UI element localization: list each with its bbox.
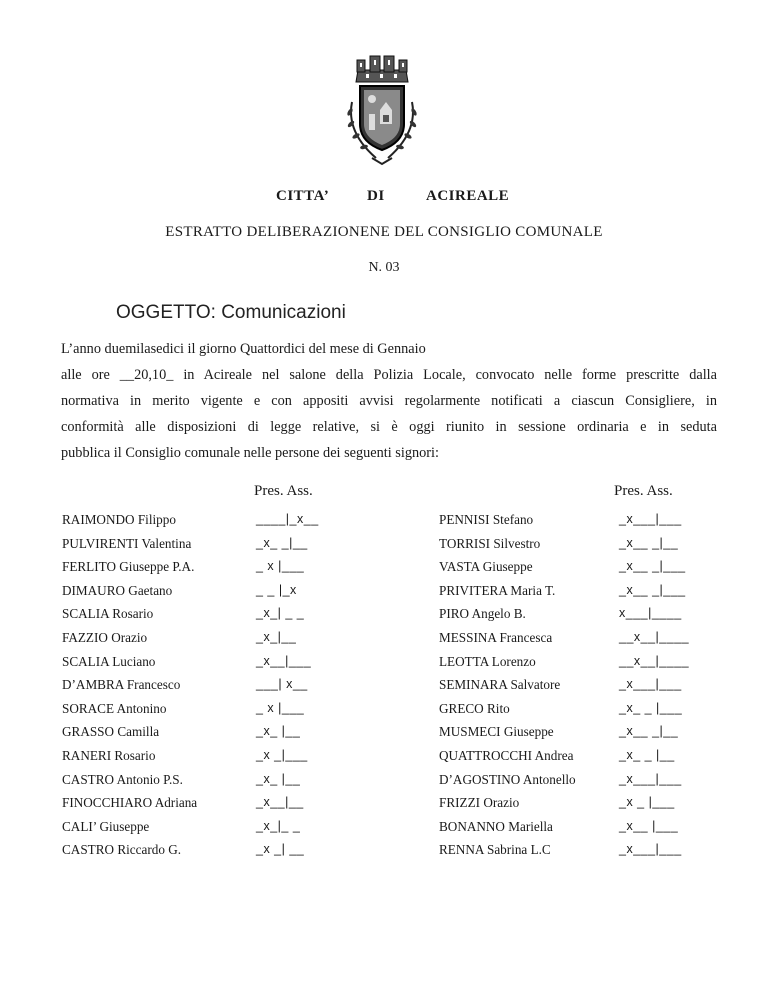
attendance-mark: _x _ |___ [619, 795, 675, 810]
attendance-mark: ___| x__ [256, 677, 308, 692]
councillor-name: QUATTROCCHI Andrea [439, 748, 574, 763]
councillor-name: PIRO Angelo B. [439, 606, 526, 622]
councillor-row [62, 819, 362, 839]
attendance-mark: __x__|____ [619, 653, 690, 668]
attendance-mark: ____|_x__ [256, 512, 319, 526]
intro-line: L’anno duemilasedici il giorno Quattordici del mese di Gennaio [61, 341, 426, 357]
councillor-name: CASTRO Antonio P.S. [62, 771, 183, 787]
attendance-mark: _x_ |__ [256, 724, 301, 739]
councillor-name: LEOTTA Lorenzo [439, 653, 536, 669]
councillor-row [62, 701, 362, 721]
attendance-mark: _x__ _|__ [619, 535, 679, 550]
city-word-acireale: ACIREALE [426, 188, 510, 204]
attendance-mark: _x_|_ _ [256, 818, 301, 833]
councillor-name: GRECO Rito [439, 700, 510, 716]
councillor-row [62, 677, 362, 697]
councillor-row [439, 606, 739, 626]
roster-left-column [62, 512, 362, 858]
councillor-row [439, 724, 739, 744]
roster-header-left: Pres. Ass. [254, 483, 313, 499]
councillor-row [439, 701, 739, 721]
attendance-mark: _x_ _ |__ [619, 748, 675, 762]
councillor-name: FRIZZI Orazio [439, 795, 520, 811]
attendance-mark: _x___|___ [619, 677, 682, 692]
attendance-mark: _ _ |_x [256, 582, 297, 597]
councillor-name: FAZZIO Orazio [62, 630, 148, 645]
attendance-mark: x___|____ [619, 606, 682, 621]
attendance-mark: _x__ |___ [619, 818, 679, 833]
deliberation-number: N. 03 [368, 260, 400, 275]
councillor-row [62, 724, 362, 744]
councillor-name: SORACE Antonino [62, 700, 167, 716]
city-word-citta: CITTA’ [276, 188, 330, 204]
councillor-name: VASTA Giuseppe [439, 559, 533, 575]
councillor-row [439, 748, 739, 768]
councillor-row [62, 842, 362, 862]
attendance-mark: _x_ _|__ [256, 535, 308, 550]
councillor-row [439, 512, 739, 532]
attendance-mark: _x__|__ [256, 795, 304, 810]
councillor-name: DIMAURO Gaetano [62, 582, 173, 598]
attendance-mark: _x _| __ [256, 842, 305, 857]
councillor-name: MUSMECI Giuseppe [439, 724, 554, 740]
councillor-row [62, 583, 362, 603]
councillor-name: PENNISI Stefano [439, 512, 534, 527]
city-word-di: DI [367, 188, 385, 204]
councillor-name: BONANNO Mariella [439, 818, 553, 834]
councillor-row [62, 748, 362, 768]
councillor-row [439, 559, 739, 579]
councillor-row [439, 842, 739, 862]
councillor-name: FERLITO Giuseppe P.A. [62, 559, 195, 575]
coat-of-arms-logo [336, 52, 428, 168]
roster-header-right: Pres. Ass. [614, 483, 673, 499]
councillor-row [439, 654, 739, 674]
councillor-row [62, 512, 362, 532]
councillor-row [62, 630, 362, 650]
councillor-name: SCALIA Luciano [62, 653, 156, 669]
councillor-name: FINOCCHIARO Adriana [62, 795, 198, 811]
councillor-name: D’AGOSTINO Antonello [439, 771, 576, 787]
councillor-row [439, 677, 739, 697]
attendance-mark: __x__|____ [619, 630, 690, 644]
councillor-name: D’AMBRA Francesco [62, 677, 181, 693]
attendance-mark: _x__ _|___ [619, 582, 686, 597]
attendance-mark: _x___|___ [619, 771, 682, 786]
councillor-name: TORRISI Silvestro [439, 535, 541, 551]
councillor-name: SCALIA Rosario [62, 606, 154, 622]
councillor-row [62, 772, 362, 792]
councillor-row [62, 654, 362, 674]
councillor-name: RAIMONDO Filippo [62, 512, 176, 527]
councillor-name: RANERI Rosario [62, 748, 156, 763]
councillor-name: CASTRO Riccardo G. [62, 842, 182, 858]
attendance-mark: _x__ _|___ [619, 559, 686, 574]
councillor-row [62, 606, 362, 626]
councillor-name: SEMINARA Salvatore [439, 677, 561, 693]
attendance-mark: _x___|___ [619, 842, 682, 857]
attendance-mark: _x_ _ |___ [619, 700, 683, 715]
attendance-mark: _x__ _|__ [619, 724, 679, 739]
councillor-row [439, 630, 739, 650]
councillor-row [439, 772, 739, 792]
councillor-name: MESSINA Francesca [439, 630, 553, 645]
document-subtitle: ESTRATTO DELIBERAZIONENE DEL CONSIGLIO COMUNALE [165, 224, 603, 240]
councillor-row [439, 583, 739, 603]
attendance-mark: _x_|__ [256, 630, 297, 644]
subject-heading: OGGETTO: Comunicazioni [116, 302, 346, 323]
roster-right-column [439, 512, 739, 858]
intro-line: conformità alle disposizioni di legge relative, si è oggi riunito in sessione ordinaria e in seduta [61, 419, 717, 435]
intro-line: pubblica il Consiglio comunale nelle persone dei seguenti signori: [61, 445, 439, 461]
councillor-row [62, 559, 362, 579]
councillor-row [439, 536, 739, 556]
attendance-mark: _x__|___ [256, 653, 312, 668]
intro-line: normativa in merito vigente e con appositi avvisi regolarmente notificati a ciascun Consigliere, in [61, 393, 717, 409]
councillor-row [62, 795, 362, 815]
councillor-row [439, 819, 739, 839]
attendance-mark: _x_ |__ [256, 771, 301, 786]
intro-paragraph [61, 336, 717, 466]
attendance-mark: _ x |___ [256, 700, 305, 715]
attendance-mark: _x_| _ _ [256, 606, 305, 621]
attendance-mark: _ x |___ [256, 559, 305, 574]
attendance-mark: _x _|___ [256, 748, 308, 762]
attendance-mark: _x___|___ [619, 512, 682, 526]
councillor-name: PRIVITERA Maria T. [439, 582, 556, 598]
councillor-name: PULVIRENTI Valentina [62, 535, 192, 551]
councillor-name: CALI’ Giuseppe [62, 818, 150, 834]
councillor-name: GRASSO Camilla [62, 724, 160, 740]
councillor-row [439, 795, 739, 815]
councillor-name: RENNA Sabrina L.C [439, 842, 551, 858]
intro-line: alle ore __20,10_ in Acireale nel salone della Polizia Locale, convocato nelle forme prescritte dalla [61, 367, 717, 383]
councillor-row [62, 536, 362, 556]
